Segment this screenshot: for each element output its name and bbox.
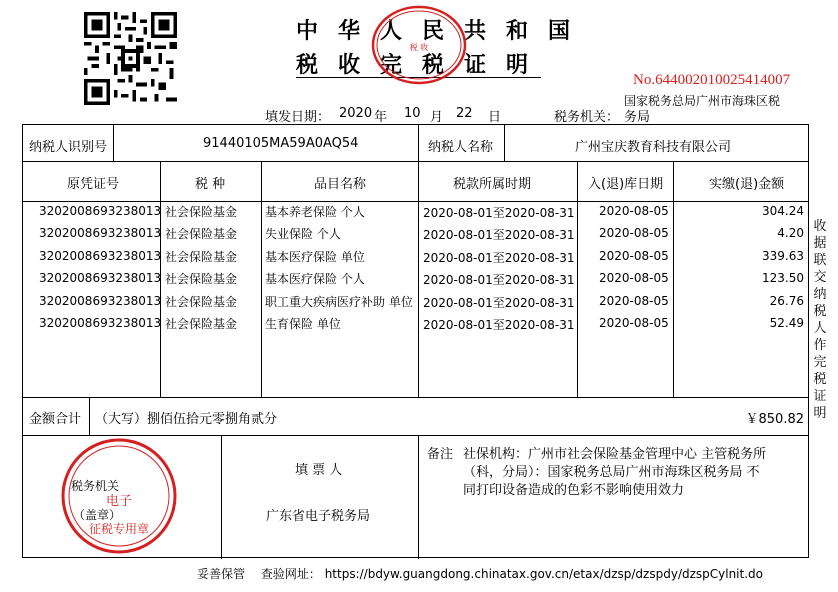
voucher-number: 3202008693238013 (39, 294, 162, 308)
tax-type: 社会保险基金 (165, 205, 238, 219)
column-header: 入(退)库日期 (588, 177, 664, 192)
grid-line (221, 435, 222, 559)
column-header: 品目名称 (314, 177, 367, 192)
svg-text:电子: 电子 (105, 494, 133, 509)
item-name: 基本养老保险 个人 (265, 205, 365, 219)
storage-date: 2020-08-05 (599, 316, 669, 330)
grid-line (418, 161, 419, 397)
grid-line (23, 201, 808, 202)
total-label: 金额合计 (29, 412, 82, 427)
fill-day: 22 (456, 106, 473, 121)
grid-line (113, 125, 114, 161)
voucher-number: 3202008693238013 (39, 249, 162, 263)
total-amount: ￥850.82 (745, 412, 804, 427)
grid-line (418, 125, 419, 161)
tax-type: 社会保险基金 (165, 295, 238, 309)
svg-text:征税专用章: 征税专用章 (88, 522, 150, 536)
grid-line (23, 435, 808, 436)
amount: 123.50 (762, 271, 804, 285)
column-header: 实缴(退)金额 (709, 177, 785, 192)
fill-month: 10 (404, 106, 421, 121)
item-name: 基本医疗保险 个人 (265, 272, 365, 286)
certificate-title-line2: 税收完税证明 (296, 52, 549, 78)
tax-period: 2020-08-01至2020-08-31 (423, 273, 575, 287)
certificate-title-line1: 中华人民共和国 (296, 18, 591, 44)
svg-text:税 收: 税 收 (409, 43, 429, 52)
amount: 4.20 (777, 226, 804, 240)
column-header: 税款所属时期 (453, 177, 532, 192)
grid-line (504, 125, 505, 161)
voucher-number: 3202008693238013 (39, 271, 162, 285)
tax-office-value: 务局 (624, 110, 651, 125)
issuing-authority: 国家税务总局广州市海珠区税 (624, 94, 781, 108)
item-name: 生育保险 单位 (265, 317, 341, 331)
month-char: 月 (430, 110, 444, 125)
voucher-number: 3202008693238013 (39, 226, 162, 240)
day-char: 日 (488, 110, 502, 125)
taxpayer-id: 91440105MA59A0AQ54 (203, 136, 359, 151)
remarks-line: 社保机构：广州市社会保险基金管理中心 主管税务所 (463, 447, 767, 462)
amount: 52.49 (769, 316, 804, 330)
tax-period: 2020-08-01至2020-08-31 (423, 251, 575, 265)
tax-period: 2020-08-01至2020-08-31 (423, 228, 575, 242)
taxpayer-id-label: 纳税人识别号 (29, 140, 108, 155)
footer-url-label: 查验网址： (260, 567, 321, 581)
storage-date: 2020-08-05 (599, 249, 669, 263)
total-in-words: （大写）捌佰伍拾元零捌角贰分 (95, 412, 278, 427)
taxpayer-name-label: 纳税人名称 (428, 140, 494, 155)
year-char: 年 (374, 110, 388, 125)
footer (197, 565, 763, 582)
tax-office-seal-top (370, 4, 468, 86)
seal-authority-label: 税务机关 (71, 479, 120, 493)
grid-line (23, 161, 808, 162)
grid-line (23, 397, 808, 398)
storage-date: 2020-08-05 (599, 271, 669, 285)
fill-date-label: 填发日期： (265, 110, 331, 125)
tax-collection-seal (60, 437, 178, 555)
column-header: 税 种 (195, 177, 226, 192)
side-note: 收据联交纳税人作完税证明 (813, 219, 827, 421)
tax-period: 2020-08-01至2020-08-31 (423, 318, 575, 332)
remarks-line: （科，分局）：国家税务总局广州市海珠区税务局 不 (463, 465, 760, 480)
tax-type: 社会保险基金 (165, 317, 238, 331)
verification-url[interactable]: https://bdyw.guangdong.chinatax.gov.cn/etax/dzsp/dzspdy/dzspCylnit.do (324, 567, 763, 581)
seal-stamp-label: （盖章） (73, 508, 122, 522)
grid-line (89, 397, 90, 435)
serial-number: No.644002010025414007 (633, 72, 791, 88)
tax-type: 社会保险基金 (165, 227, 238, 241)
storage-date: 2020-08-05 (599, 226, 669, 240)
tax-type: 社会保险基金 (165, 250, 238, 264)
voucher-number: 3202008693238013 (39, 204, 162, 218)
grid-line (673, 161, 674, 397)
remarks-label: 备注 (427, 447, 454, 462)
column-header: 原凭证号 (67, 177, 120, 192)
voucher-number: 3202008693238013 (39, 316, 162, 330)
amount: 304.24 (762, 204, 804, 218)
qr-code (84, 12, 177, 105)
fill-date-row (0, 106, 838, 124)
tax-period: 2020-08-01至2020-08-31 (423, 296, 575, 310)
grid-line (261, 161, 262, 397)
item-name: 失业保险 个人 (265, 227, 341, 241)
item-name: 基本医疗保险 单位 (265, 250, 365, 264)
grid-line (577, 161, 578, 397)
amount: 26.76 (769, 294, 804, 308)
filler-value: 广东省电子税务局 (266, 509, 371, 524)
fill-year: 2020 (339, 106, 373, 121)
storage-date: 2020-08-05 (599, 294, 669, 308)
storage-date: 2020-08-05 (599, 204, 669, 218)
taxpayer-name: 广州宝庆教育科技有限公司 (575, 140, 732, 155)
tax-office-label: 税务机关： (554, 110, 620, 125)
grid-line (418, 435, 419, 559)
filler-label: 填 票 人 (295, 463, 343, 478)
amount: 339.63 (762, 249, 804, 263)
tax-period: 2020-08-01至2020-08-31 (423, 206, 575, 220)
footer-keep-label: 妥善保管 (197, 567, 246, 581)
item-name: 职工重大疾病医疗补助 单位 (265, 295, 413, 309)
remarks-line: 同打印设备造成的色彩不影响使用效力 (463, 483, 685, 498)
tax-type: 社会保险基金 (165, 272, 238, 286)
